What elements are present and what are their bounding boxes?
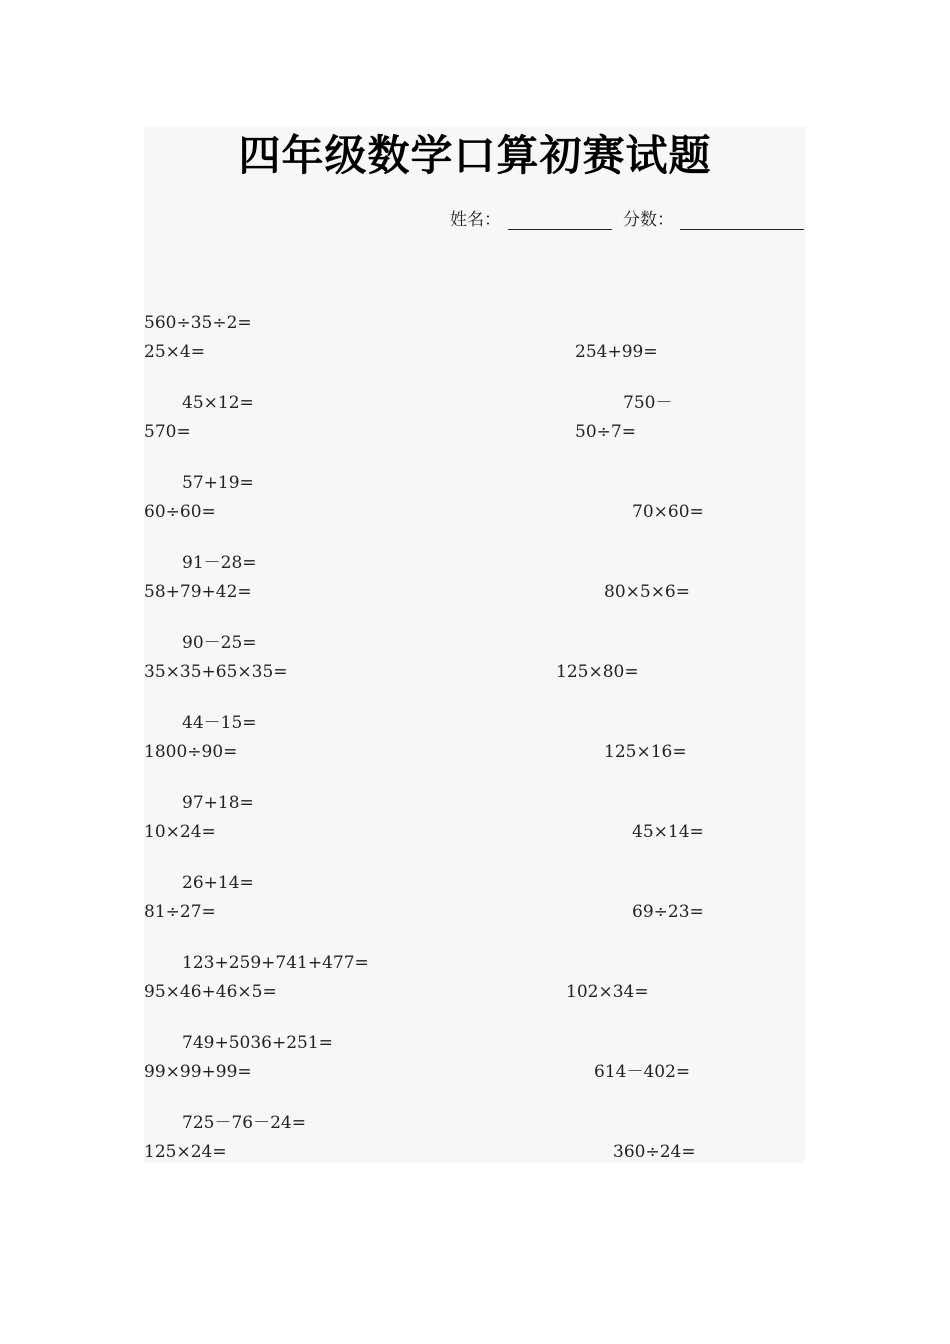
score-label: 分数： <box>623 210 674 230</box>
problem-item: 749+5036+251= <box>182 1033 333 1053</box>
problem-item: 91－28= <box>182 553 257 573</box>
problem-item: 90－25= <box>182 633 257 653</box>
problem-item: 125×80= <box>556 662 639 682</box>
score-blank-line[interactable] <box>680 229 804 230</box>
problem-item: 44－15= <box>182 713 257 733</box>
problem-item: 725－76－24= <box>182 1113 306 1133</box>
problem-item: 125×24= <box>144 1142 227 1162</box>
problem-item: 80×5×6= <box>604 582 690 602</box>
problem-item: 45×14= <box>632 822 704 842</box>
problem-item: 50÷7= <box>575 422 636 442</box>
problem-item: 1800÷90= <box>144 742 238 762</box>
problem-item: 95×46+46×5= <box>144 982 277 1002</box>
problem-item: 123+259+741+477= <box>182 953 369 973</box>
problem-item: 45×12= <box>182 393 254 413</box>
problem-item: 750－ <box>623 393 673 413</box>
problem-item: 58+79+42= <box>144 582 252 602</box>
problem-item: 35×35+65×35= <box>144 662 288 682</box>
problem-item: 10×24= <box>144 822 216 842</box>
problem-item: 614－402= <box>594 1062 691 1082</box>
problem-item: 560÷35÷2= <box>144 313 252 333</box>
problem-item: 57+19= <box>182 473 254 493</box>
problem-item: 69÷23= <box>632 902 704 922</box>
problem-item: 102×34= <box>566 982 649 1002</box>
problem-item: 97+18= <box>182 793 254 813</box>
problem-item: 26+14= <box>182 873 254 893</box>
problem-item: 360÷24= <box>613 1142 696 1162</box>
problem-item: 60÷60= <box>144 502 216 522</box>
name-blank-line[interactable] <box>508 229 612 230</box>
problem-item: 254+99= <box>575 342 658 362</box>
problem-item: 570= <box>144 422 191 442</box>
problem-item: 125×16= <box>604 742 687 762</box>
problem-item: 81÷27= <box>144 902 216 922</box>
problem-item: 99×99+99= <box>144 1062 252 1082</box>
name-label: 姓名： <box>450 210 501 230</box>
problem-item: 25×4= <box>144 342 205 362</box>
problem-item: 70×60= <box>632 502 704 522</box>
page-title: 四年级数学口算初赛试题 <box>238 131 712 180</box>
